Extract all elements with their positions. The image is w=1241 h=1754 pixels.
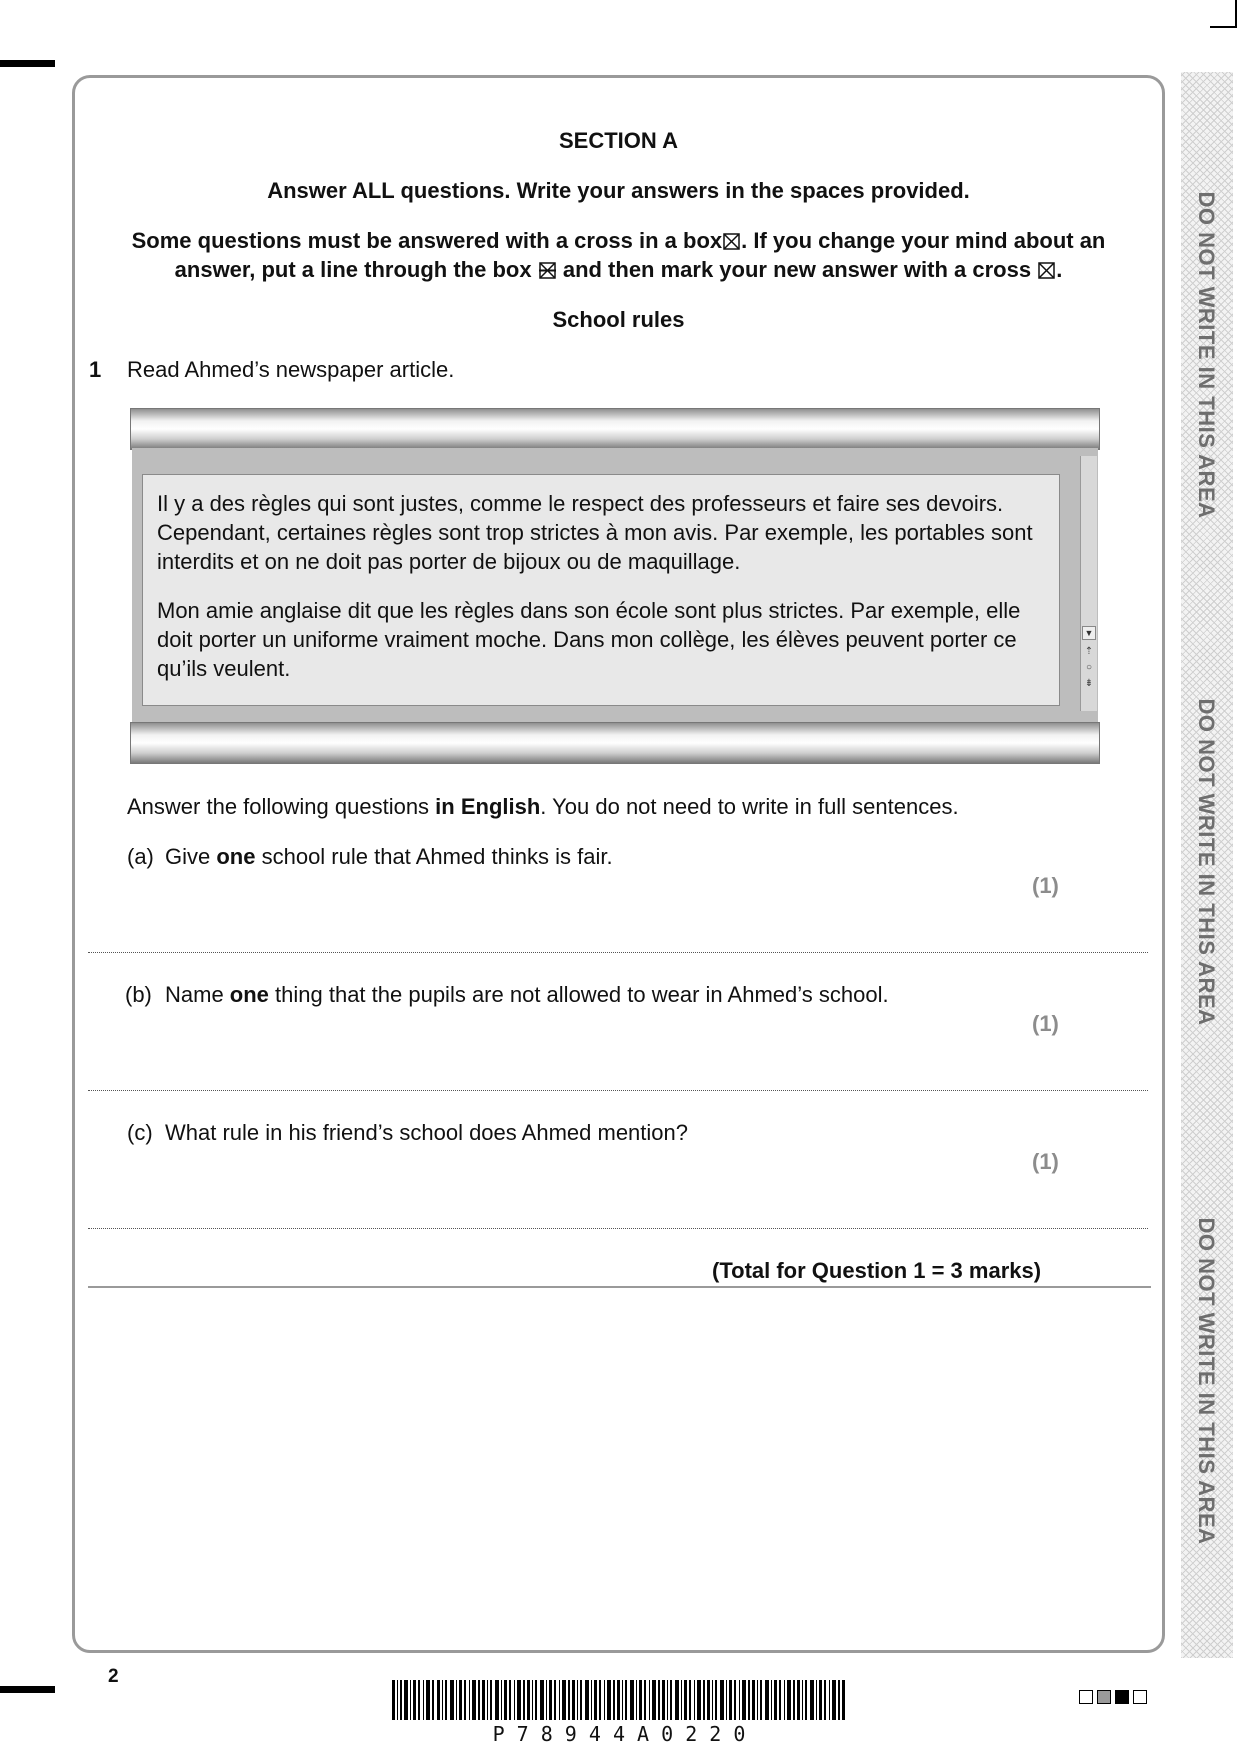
part-a-label: (a) <box>127 844 154 869</box>
barcode-text: P 7 8 9 4 4 A 0 2 2 0 <box>492 1722 746 1746</box>
instruction-line-1: Answer ALL questions. Write your answers in the spaces provided. <box>267 178 970 203</box>
page-number: 2 <box>108 1666 119 1687</box>
instruction-line-2: Some questions must be answered with a cross in a box . If you change your mind about an <box>131 228 1106 253</box>
article-text-box <box>142 474 1060 706</box>
scroll-arrows-icon: ⇡ <box>1084 646 1094 657</box>
barcode-icon <box>392 1680 846 1720</box>
registration-mark-top-right-h <box>1210 26 1237 28</box>
question-number: 1 <box>89 357 102 382</box>
article-scrollbar <box>1080 456 1097 711</box>
total-rule <box>88 1286 1151 1288</box>
part-c-answer-line[interactable] <box>88 1228 1148 1229</box>
part-b-answer-line[interactable] <box>88 1090 1148 1091</box>
part-b-marks: (1) <box>1032 1011 1059 1036</box>
square-black-icon <box>1115 1690 1129 1704</box>
struck-crossed-box-icon <box>539 262 556 279</box>
registration-mark-bottom-left <box>0 1686 55 1693</box>
part-c-label: (c) <box>127 1120 153 1145</box>
newspaper-article <box>130 408 1100 764</box>
part-c-marks: (1) <box>1032 1149 1059 1174</box>
registration-mark-top-left <box>0 60 55 67</box>
article-bottom-roller <box>130 722 1100 764</box>
article-paragraph-1: Il y a des règles qui sont justes, comme le respect des professeurs et faire ses devoirs. Cependant, certaines règles sont trop strictes à mon avis. Par exemple, les portables sont interdits et on ne doit pas porter de bijoux ou de maquillage. <box>157 491 1033 574</box>
square-empty-icon <box>1079 1690 1093 1704</box>
section-title: SECTION A <box>559 128 678 153</box>
answer-directions: Answer the following questions in English. You do not need to write in full sentences. <box>127 794 959 819</box>
scroll-dot-icon: ○ <box>1085 662 1093 673</box>
registration-mark-top-right <box>1235 0 1237 28</box>
square-grey-icon <box>1097 1690 1111 1704</box>
part-a-question: Give one school rule that Ahmed thinks is fair. <box>165 844 613 869</box>
scroll-double-arrow-icon: ⇟ <box>1084 678 1094 689</box>
crossed-box-icon <box>723 233 740 250</box>
part-b-label: (b) <box>125 982 152 1007</box>
part-c-question: What rule in his friend’s school does Ahmed mention? <box>165 1120 688 1145</box>
scroll-down-icon: ▼ <box>1082 626 1096 640</box>
square-empty-icon <box>1133 1690 1147 1704</box>
crossed-box-icon <box>1038 262 1055 279</box>
part-b-question: Name one thing that the pupils are not allowed to wear in Ahmed’s school. <box>165 982 889 1007</box>
article-top-roller <box>130 408 1100 450</box>
question-intro: Read Ahmed’s newspaper article. <box>127 357 455 382</box>
question-total: (Total for Question 1 = 3 marks) <box>712 1258 1042 1283</box>
part-a-marks: (1) <box>1032 873 1059 898</box>
topic-title: School rules <box>552 307 685 332</box>
instruction-line-3: answer, put a line through the box and then mark your new answer with a cross . <box>174 257 1063 282</box>
article-panel <box>132 448 1098 724</box>
part-a-answer-line[interactable] <box>88 952 1148 953</box>
article-paragraph-2: Mon amie anglaise dit que les règles dans son école sont plus strictes. Par exemple, elle doit porter un uniforme vraiment moche. Dans mon collège, les élèves peuvent porter ce qu’ils veulent. <box>157 598 1021 681</box>
